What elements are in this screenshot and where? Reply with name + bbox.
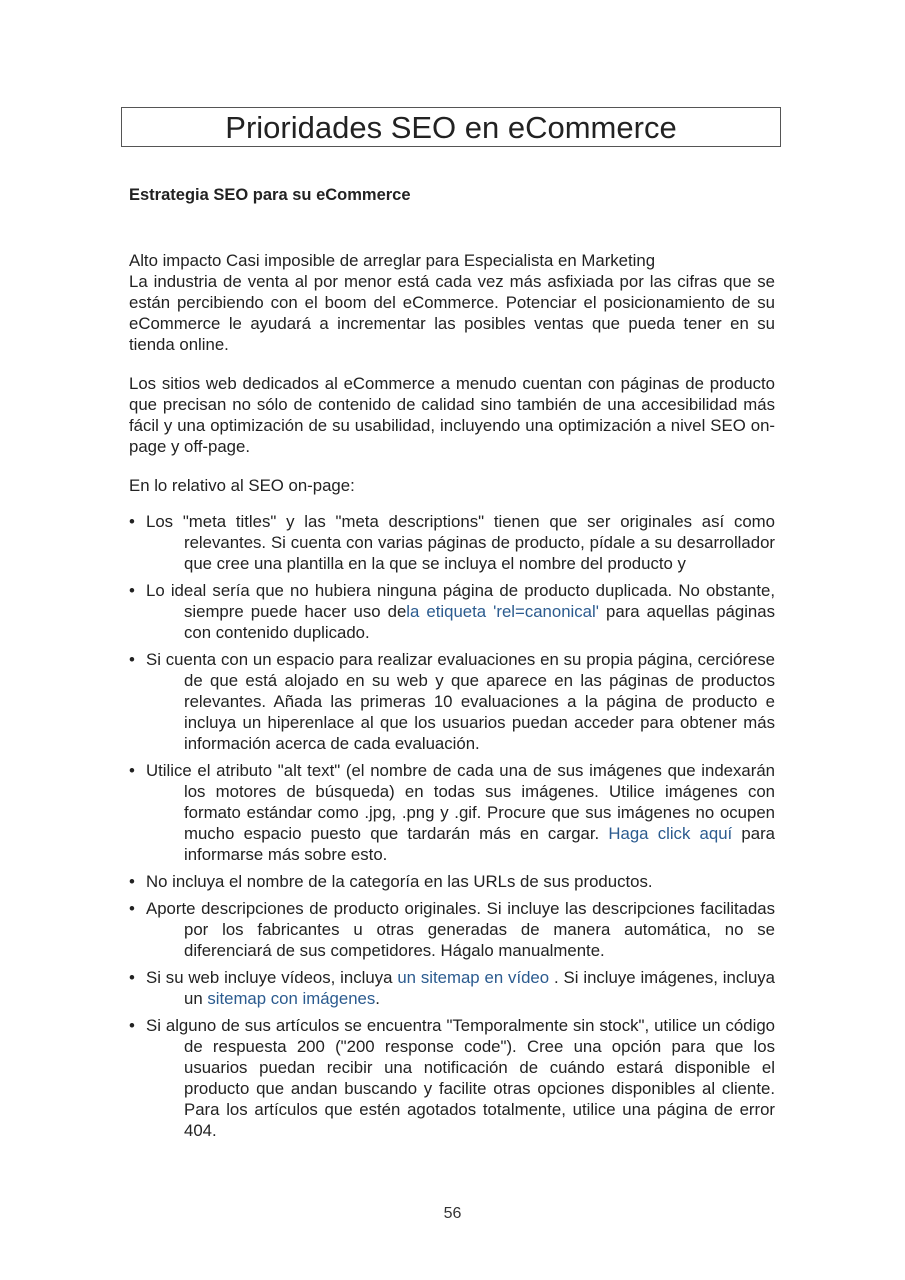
canonical-tag-link[interactable]: la etiqueta 'rel=canonical'	[406, 602, 599, 621]
bullet-text: para informarse más sobre esto.	[184, 824, 775, 864]
bullet-icon: •	[129, 899, 135, 918]
paragraph-3: En lo relativo al SEO on-page:	[129, 476, 355, 495]
list-item	[129, 760, 775, 865]
page-number: 56	[443, 1205, 462, 1219]
seo-bullet-list	[129, 511, 775, 1141]
bullet-icon: •	[129, 761, 135, 780]
list-item	[129, 649, 775, 754]
image-sitemap-link[interactable]: sitemap con imágenes	[207, 989, 376, 1008]
bullet-icon: •	[129, 650, 135, 669]
list-item	[129, 511, 775, 574]
bullet-icon: •	[129, 872, 135, 891]
bullet-icon: •	[129, 512, 135, 531]
section-subtitle: Estrategia SEO para su eCommerce	[129, 186, 411, 204]
bullet-text: para aquellas páginas con contenido duplicado.	[184, 602, 775, 642]
list-item	[129, 967, 775, 1009]
page-title: Prioridades SEO en eCommerce	[225, 109, 677, 145]
intro-block	[129, 250, 775, 355]
bullet-text: Utilice el atributo "alt text" (el nombre de cada una de sus imágenes que indexarán los motores de búsqueda) en todas sus imágenes. Utilice imágenes con formato estándar como .jpg, .png y .gif. Procure que sus imágenes no ocupen mucho espacio puesto que tardarán más en cargar.	[146, 761, 775, 843]
page-title-box	[121, 107, 781, 147]
paragraph-1: La industria de venta al por menor está cada vez más asfixiada por las cifras que se están percibiendo con el boom del eCommerce. Potenciar el posicionamiento de su eCommerce le ayudará a incrementar las posibles ventas que pueda tener en su tienda online.	[129, 272, 775, 354]
intro-line: Alto impacto Casi imposible de arreglar para Especialista en Marketing	[129, 251, 656, 270]
list-item	[129, 871, 775, 892]
bullet-text: Aporte descripciones de producto originales. Si incluye las descripciones facilitadas por los fabricantes u otras generadas de manera automática, no se diferenciará de sus competidores. Hágalo manualmente.	[146, 899, 775, 960]
bullet-text: . Si incluye imágenes, incluya un	[184, 968, 776, 1008]
bullet-text: Lo ideal sería que no hubiera ninguna página de producto duplicada. No obstante, siempre puede hacer uso de	[146, 581, 775, 621]
list-item	[129, 580, 775, 643]
video-sitemap-link[interactable]: un sitemap en vídeo	[397, 968, 550, 987]
bullet-text: Si alguno de sus artículos se encuentra "Temporalmente sin stock", utilice un código de respuesta 200 ("200 response code"). Cree una opción para que los usuarios puedan recibir una notificación de cuándo estará disponible el producto que andan buscando y facilite otras opciones disponibles al cliente. Para los artículos que estén agotados totalmente, utilice una página de error 404.	[146, 1016, 775, 1140]
bullet-icon: •	[129, 968, 135, 987]
bullet-icon: •	[129, 581, 135, 600]
document-body	[129, 183, 775, 1150]
bullet-text: Si cuenta con un espacio para realizar evaluaciones en su propia página, cerciórese de que está alojado en su web y que aparece en las páginas de productos relevantes. Añada las primeras 10 evaluaciones a la página de producto e incluya un hiperenlace al que los usuarios puedan acceder para obtener más información acerca de cada evaluación.	[146, 650, 775, 753]
paragraph-2: Los sitios web dedicados al eCommerce a menudo cuentan con páginas de producto que precisan no sólo de contenido de calidad sino también de una accesibilidad más fácil y una optimización de su usabilidad, incluyendo una optimización a nivel SEO on-page y off-page.	[129, 374, 775, 456]
list-item	[129, 1015, 775, 1141]
bullet-text: No incluya el nombre de la categoría en las URLs de sus productos.	[146, 872, 653, 891]
bullet-text: .	[375, 989, 380, 1008]
list-item	[129, 898, 775, 961]
click-here-link[interactable]: Haga click aquí	[608, 824, 733, 843]
bullet-text: Los "meta titles" y las "meta descriptions" tienen que ser originales así como relevantes. Si cuenta con varias páginas de producto, pídale a su desarrollador que cree una plantilla en la que se incluya el nombre del producto y	[146, 512, 775, 573]
bullet-text: Si su web incluye vídeos, incluya	[146, 968, 398, 987]
bullet-icon: •	[129, 1016, 135, 1035]
